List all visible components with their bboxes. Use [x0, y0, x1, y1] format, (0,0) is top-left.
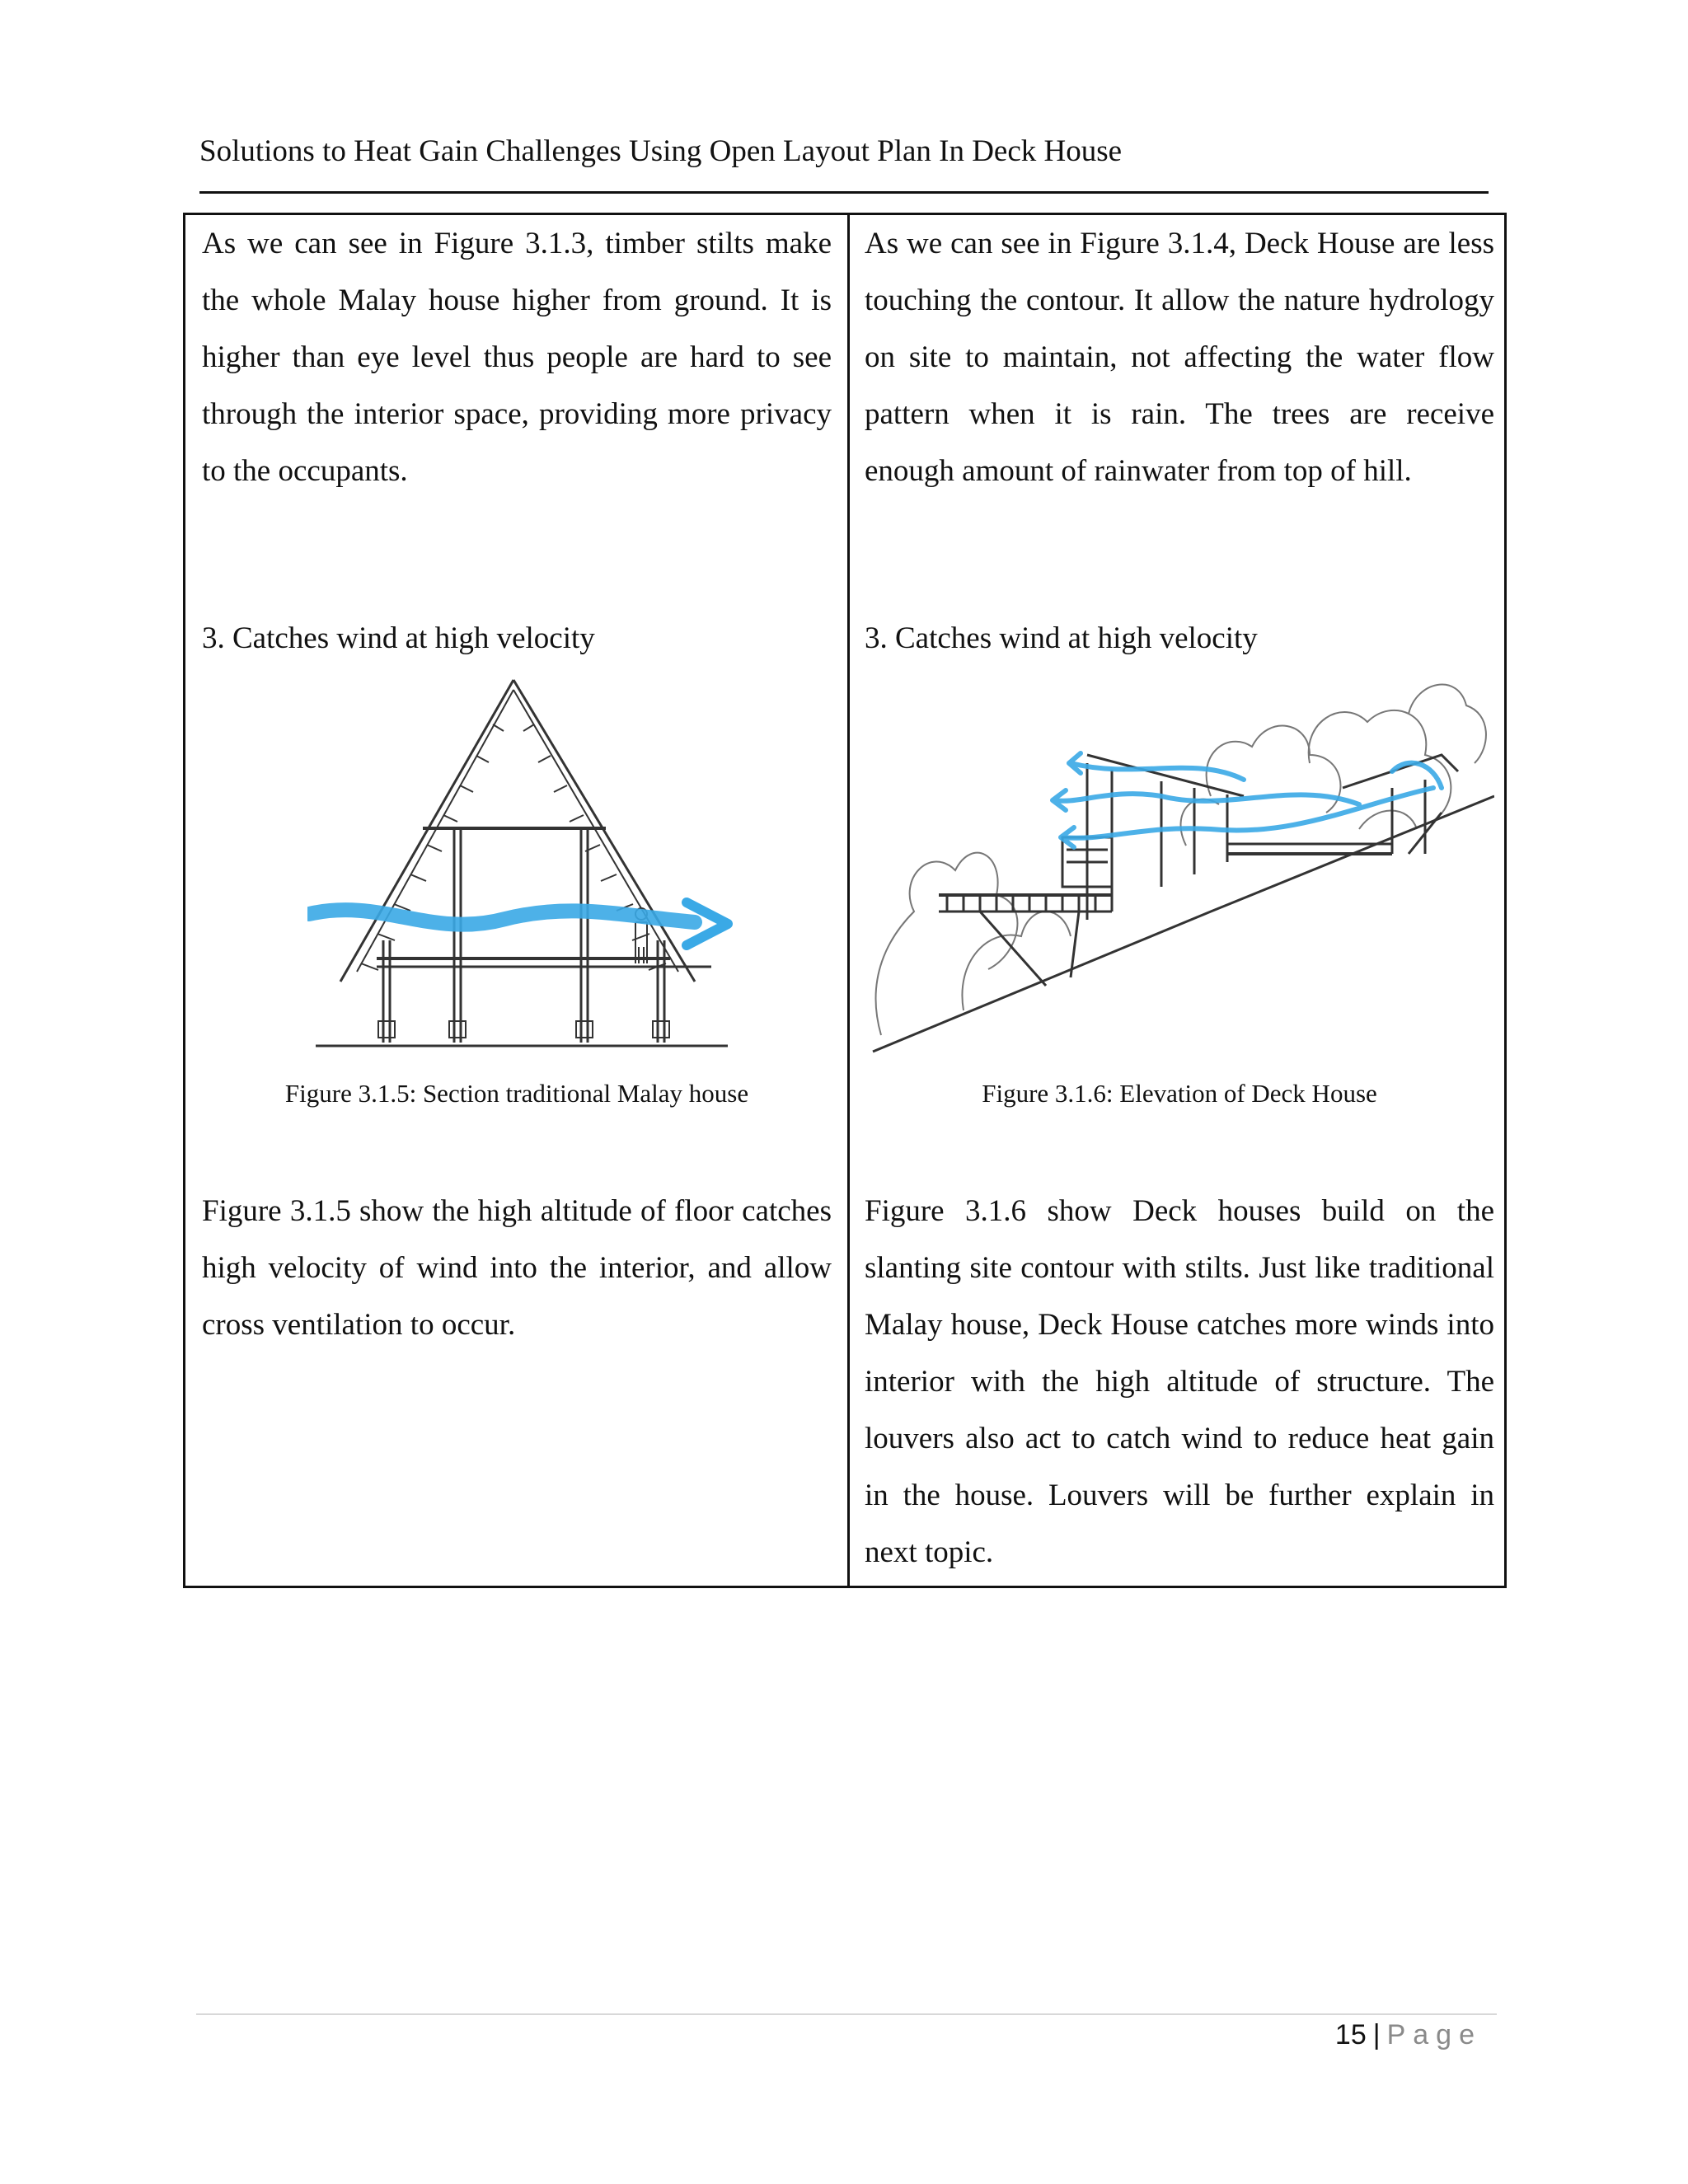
footer-rule: [196, 2013, 1497, 2015]
comparison-table: [183, 213, 1507, 1588]
malay-house-section-figure: [307, 675, 736, 1062]
footer-separator: |: [1372, 2019, 1381, 2050]
malay-house-section-drawing-icon: [307, 675, 736, 1062]
left-figure-caption: Figure 3.1.5: Section traditional Malay house: [284, 1079, 749, 1108]
column-divider: [847, 215, 850, 1586]
right-figure-caption: Figure 3.1.6: Elevation of Deck House: [982, 1079, 1377, 1108]
deck-house-elevation-figure: [865, 664, 1494, 1060]
left-heading: 3. Catches wind at high velocity: [202, 621, 595, 655]
right-paragraph-2: Figure 3.1.6 show Deck houses build on the slanting site contour with stilts. Just like traditional Malay house, Deck House catches more winds into interior with the high altitude of structure. The louvers also act to catch wind to reduce heat gain in the house. Louvers will be further explain in next topic.: [865, 1194, 1494, 1569]
left-paragraph-1: As we can see in Figure 3.1.3, timber stilts make the whole Malay house higher from ground. It is higher than eye level thus people are hard to see through the interior space, providing more privacy to the occupants.: [202, 227, 832, 488]
page-footer: [1335, 2014, 1482, 2055]
page-number: 15: [1334, 2019, 1367, 2050]
header-rule: [199, 191, 1489, 194]
left-paragraph-2: Figure 3.1.5 show the high altitude of floor catches high velocity of wind into the interior, and allow cross ventilation to occur.: [202, 1194, 832, 1342]
page-label: Page: [1386, 2019, 1482, 2050]
running-header: Solutions to Heat Gain Challenges Using Open Layout Plan In Deck House: [199, 134, 1123, 168]
right-heading: 3. Catches wind at high velocity: [865, 621, 1258, 655]
deck-house-elevation-drawing-icon: [865, 664, 1494, 1060]
right-paragraph-1: As we can see in Figure 3.1.4, Deck House are less touching the contour. It allow the nature hydrology on site to maintain, not affecting the water flow pattern when it is rain. The trees are receive enough amount of rainwater from top of hill.: [865, 227, 1494, 488]
